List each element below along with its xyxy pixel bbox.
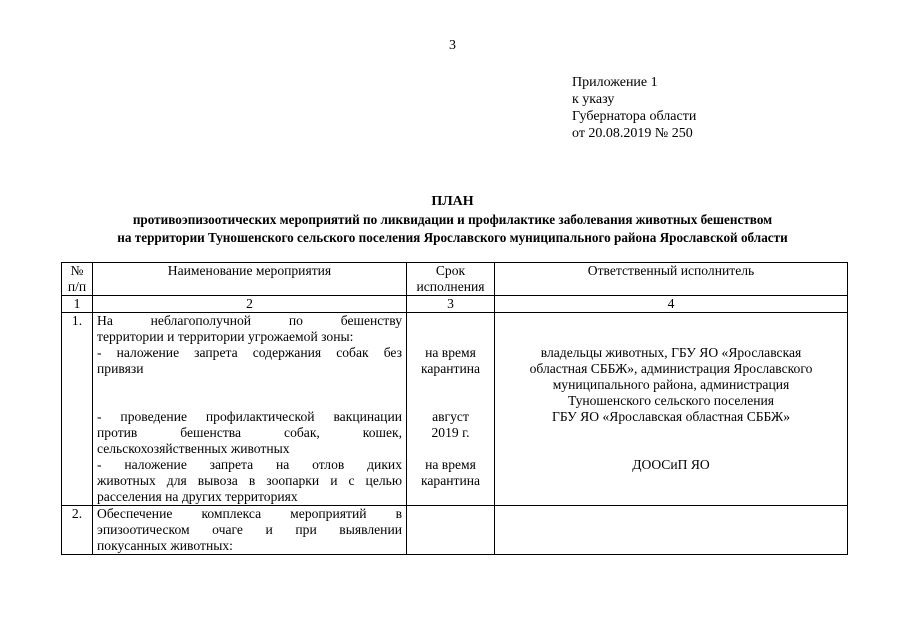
header-name: Наименование мероприятия	[93, 263, 407, 296]
column-number: 3	[407, 296, 495, 313]
heading-title: ПЛАН	[431, 194, 474, 209]
page-number: 3	[449, 38, 456, 53]
column-number: 1	[62, 296, 93, 313]
table-header-row	[62, 263, 848, 296]
row-number: 2.	[62, 506, 93, 555]
term-cell	[407, 506, 495, 555]
executor-cell: владельцы животных, ГБУ ЯО «Ярославская областная СББЖ», администрация Ярославского муниципального района, администрация Туношенского сельского поселения ГБУ ЯО «Ярославская областная СББЖ» ДООСиП ЯО	[495, 313, 848, 506]
term-cell: на время карантина август 2019 г. на время карантина	[407, 313, 495, 506]
column-number: 2	[93, 296, 407, 313]
appendix-date: от 20.08.2019 № 250	[572, 126, 693, 141]
table-row	[62, 313, 848, 506]
plan-table	[61, 262, 848, 555]
heading-subtitle: на территории Туношенского сельского поселения Ярославского муниципального района Ярославской области	[117, 230, 788, 245]
table-row	[62, 506, 848, 555]
appendix-line: Губернатора области	[572, 109, 697, 124]
heading-subtitle: противоэпизоотических мероприятий по ликвидации и профилактике заболевания животных бешенством	[132, 212, 773, 227]
activity-cell: Обеспечение комплекса мероприятий в эпизоотическом очаге и при выявлении покусанных животных:	[93, 506, 407, 555]
appendix-line: Приложение 1	[572, 75, 658, 90]
executor-cell	[495, 506, 848, 555]
row-number: 1.	[62, 313, 93, 506]
document-heading	[0, 193, 905, 247]
header-term: Срок исполнения	[407, 263, 495, 296]
header-executor: Ответственный исполнитель	[495, 263, 848, 296]
appendix-block	[572, 74, 696, 142]
column-number: 4	[495, 296, 848, 313]
header-number: № п/п	[62, 263, 93, 296]
column-numbers-row	[62, 296, 848, 313]
appendix-line: к указу	[572, 92, 615, 107]
activity-cell: На неблагополучной по бешенству территории и территории угрожаемой зоны: - наложение запрета содержания собак без привязи - проведение профилактической вакцинации против бешенства собак, кошек, сельскохозяйственных животных - наложение запрета на отлов диких животных для вывоза в зоопарки и с целью расселения на других территориях	[93, 313, 407, 506]
